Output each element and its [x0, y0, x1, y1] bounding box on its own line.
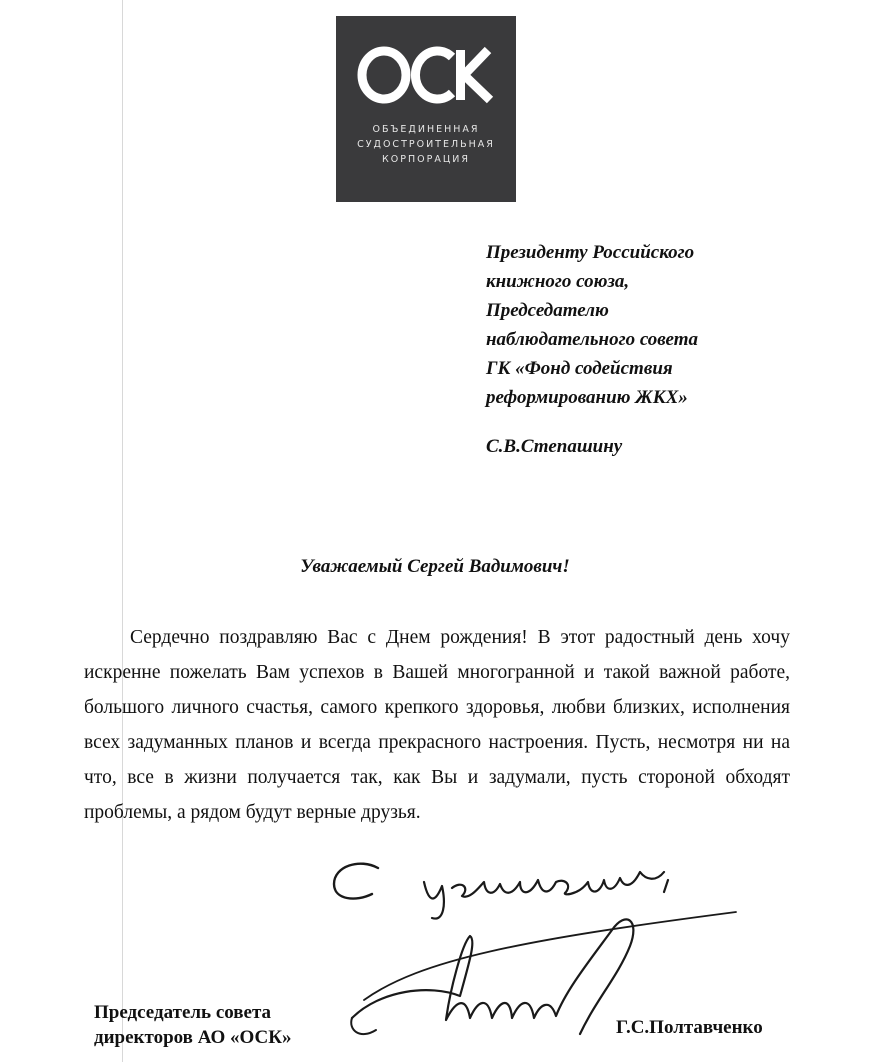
addressee-line: книжного союза,	[486, 271, 630, 292]
logo-subtitle-line: ОБЪЕДИНЕННАЯ	[372, 124, 480, 135]
signatory-title-line: Председатель совета	[94, 1002, 272, 1023]
logo-subtitle	[357, 122, 495, 167]
signatory-title-line: директоров АО «ОСК»	[94, 1027, 292, 1048]
logo-subtitle-line: КОРПОРАЦИЯ	[382, 154, 470, 165]
signatory-name: Г.С.Полтавченко	[616, 1017, 763, 1038]
scan-margin-line	[122, 0, 123, 1062]
signatory-title	[94, 1000, 354, 1050]
addressee-line: Председателю	[486, 300, 609, 321]
addressee-line: реформированию ЖКХ»	[486, 387, 688, 408]
addressee-block	[486, 238, 816, 461]
addressee-line: наблюдательного совета	[486, 329, 699, 350]
addressee-line: Президенту Российского	[486, 242, 695, 263]
letter-body: Сердечно поздравляю Вас с Днем рождения! В этот радостный день хочу искренне пожелать Вам успехов в Вашей многогранной и такой важной работе, большого личного счастья, самого крепкого здоровья, любви близких, исполнения всех задуманных планов и всегда прекрасного настроения. Пусть, несмотря ни на что, все в жизни получается так, как Вы и задумали, пусть стороной обходят проблемы, а рядом будут верные друзья.	[84, 627, 790, 823]
company-logo	[336, 16, 516, 202]
osk-logo-mark	[356, 40, 496, 110]
salutation: Уважаемый Сергей Вадимович!	[300, 556, 570, 577]
addressee-name: С.В.Степашину	[486, 436, 623, 457]
addressee-line: ГК «Фонд содействия	[486, 358, 673, 379]
logo-subtitle-line: СУДОСТРОИТЕЛЬНАЯ	[357, 139, 495, 150]
